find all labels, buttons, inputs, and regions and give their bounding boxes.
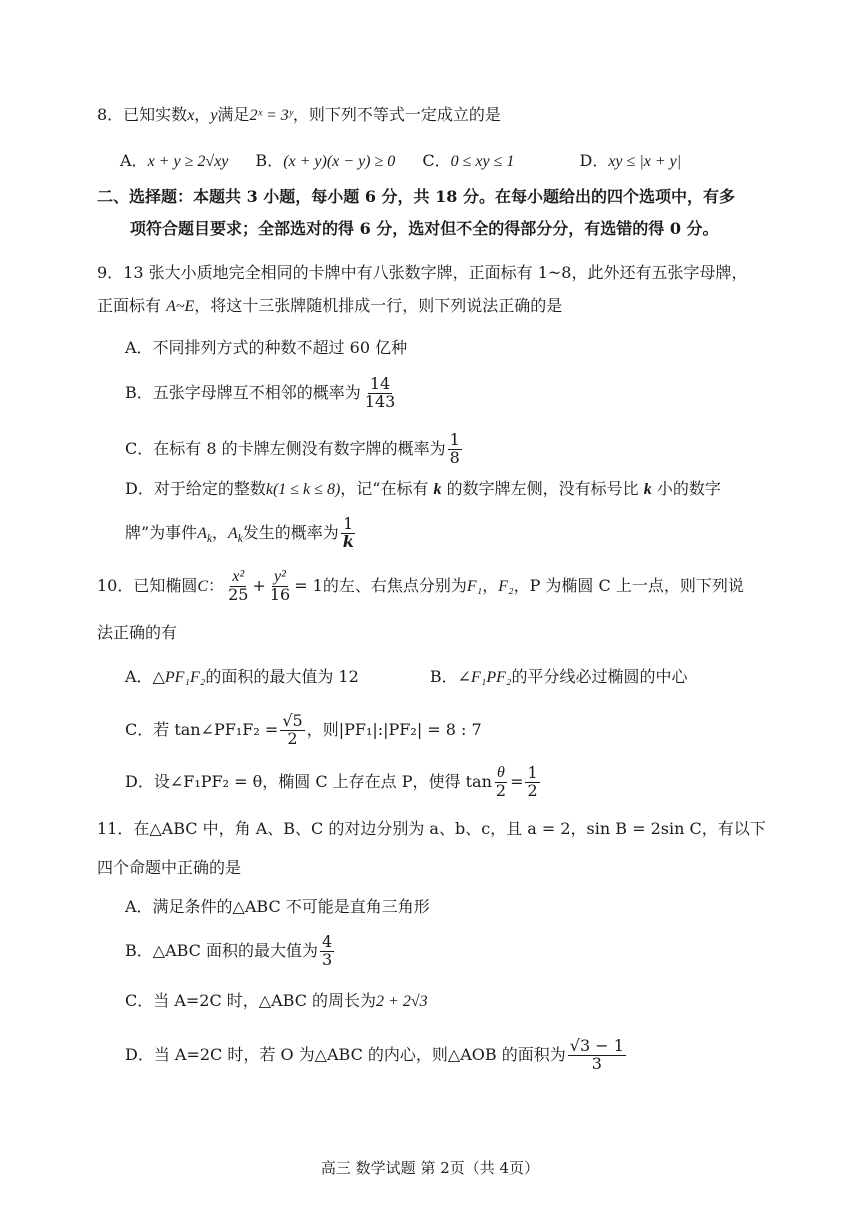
fraction-denominator: 2 — [527, 781, 538, 800]
q9-line2 — [97, 295, 562, 318]
fraction-numerator: 1 — [343, 514, 354, 534]
q9-option-a: A．不同排列方式的种数不超过 60 亿种 — [125, 338, 408, 357]
q9-option-d-text-2a: 牌”为事件 — [125, 523, 198, 542]
q10-line2: 法正确的有 — [97, 623, 178, 642]
q11-option-b-fraction — [320, 934, 334, 969]
page-footer: 高三 数学试题 第 2页（共 4页） — [320, 1159, 540, 1177]
q10-option-c-text-a: C．若 tan∠PF₁F₂ = — [125, 720, 279, 739]
q10-text-b: 的左、右焦点分别为 — [322, 576, 467, 595]
q9-option-d-text-e: 的数字牌左侧，没有标号比 — [441, 479, 644, 498]
q8-stem — [97, 104, 501, 127]
q10-option-c-fraction — [280, 713, 304, 748]
q9-event-a2-subscript: k — [237, 533, 243, 546]
q10-option-d-text-a: D．设∠F₁PF₂ = θ，椭圆 C 上存在点 P，使得 tan — [125, 772, 492, 791]
q10-text-c: ，P 为椭圆 C 上一点，则下列说 — [513, 576, 744, 595]
q8-var-x: x — [187, 107, 195, 124]
q8-comma: ， — [194, 105, 211, 124]
q8-option-d: xy ≤ |x + y| — [608, 153, 682, 170]
q10-option-b-text: 的平分线必过椭圆的中心 — [511, 667, 688, 686]
q8-option-d-label: D． — [579, 151, 609, 170]
q9-event-a2: A — [227, 525, 238, 542]
q9-line2-text-a: 正面标有 — [97, 296, 167, 315]
q8-option-a-label: A． — [120, 151, 148, 170]
q8-option-c: 0 ≤ xy ≤ 1 — [450, 153, 515, 170]
q8-stem-text-a: 8．已知实数 — [97, 105, 188, 124]
q10-option-d-equals: = — [510, 772, 524, 791]
q9-option-d-var-k: k — [433, 481, 442, 498]
q10-option-a-expr: △PF₁F₂ — [152, 669, 206, 686]
q10-plus: + — [252, 576, 266, 595]
fraction-numerator: √5 — [282, 711, 303, 731]
q9-option-b — [125, 370, 399, 416]
q11-option-a: A．满足条件的△ABC 不可能是直角三角形 — [125, 897, 430, 916]
q8-stem-text-b: 满足 — [217, 105, 250, 124]
q9-option-c — [125, 426, 464, 472]
q10-equals: = 1 — [294, 576, 323, 595]
q10-options-ab — [125, 666, 688, 689]
q10-sep: ， — [482, 576, 499, 595]
q9-option-d-fraction — [341, 516, 356, 551]
q9-option-d-text-2e: 发生的概率为 — [242, 523, 339, 542]
fraction-numerator: 1 — [449, 430, 460, 450]
fraction-numerator: 4 — [322, 932, 333, 952]
q9-option-d-var-k2: k — [643, 481, 652, 498]
fraction-numerator: y² — [274, 568, 286, 586]
section2-line2: 项符合题目要求；全部选对的得 6 分，选对但不全的得部分分，有选错的得 0 分。 — [130, 219, 719, 238]
fraction-numerator: 1 — [527, 763, 538, 783]
q8-option-b: (x + y)(x − y) ≥ 0 — [283, 153, 396, 170]
q9-option-d-text-g: 小的数字 — [651, 479, 721, 498]
q8-condition: 2ˣ = 3ʸ — [249, 107, 293, 124]
q10-option-d-fraction-1 — [494, 765, 508, 800]
q10-option-d — [125, 758, 542, 806]
fraction-denominator: 2 — [495, 781, 507, 800]
q10-ellipse-c: C — [197, 578, 209, 595]
q9-line2-text-c: ，将这十三张牌随机排成一行，则下列说法正确的是 — [194, 296, 563, 315]
q8-options — [120, 150, 681, 173]
q11-option-b — [125, 926, 336, 976]
q10-option-d-fraction-2 — [525, 765, 539, 800]
section2-line1: 二、选择题：本题共 3 小题，每小题 6 分，共 18 分。在每小题给出的四个选项中，有多 — [97, 187, 735, 206]
q10-option-a-label: A． — [125, 667, 153, 686]
q10-fraction-x — [226, 569, 250, 604]
q8-option-c-label: C． — [422, 151, 451, 170]
q9-option-d-text-a: D．对于给定的整数 — [125, 479, 266, 498]
fraction-numerator: θ — [497, 764, 505, 782]
q11-option-d — [125, 1030, 628, 1080]
q11-option-d-fraction — [568, 1038, 626, 1073]
q10-line1 — [97, 563, 744, 610]
q10-option-a-text: 的面积的最大值为 12 — [205, 667, 359, 686]
q8-stem-text-c: ，则下列不等式一定成立的是 — [292, 105, 501, 124]
q9-line1: 9．13 张大小质地完全相同的卡牌中有八张数字牌，正面标有 1~8，此外还有五张字母牌， — [97, 263, 748, 282]
q11-option-b-text: B．△ABC 面积的最大值为 — [125, 941, 319, 960]
q9-option-d-comma: ， — [211, 523, 228, 542]
fraction-denominator: 2 — [287, 729, 298, 748]
fraction-denominator: 16 — [269, 585, 291, 604]
q10-option-c-text-b: ，则|PF₁|:|PF₂| = 8 : 7 — [306, 720, 482, 739]
q9-event-a-subscript: k — [206, 533, 212, 546]
q9-option-d-line2 — [125, 510, 358, 562]
q11-option-c-text: C．当 A=2C 时，△ABC 的周长为 — [125, 991, 377, 1010]
q10-focus-f1: F₁ — [466, 578, 483, 595]
q10-option-b-expr: ∠F₁PF₂ — [457, 669, 512, 686]
q10-option-c — [125, 704, 482, 756]
q11-option-c — [125, 990, 428, 1013]
q9-option-d-text-c: ，记“在标有 — [340, 479, 434, 498]
fraction-numerator: 14 — [369, 374, 391, 394]
q10-text-a: 10．已知椭圆 — [97, 576, 198, 595]
fraction-denominator: 8 — [449, 448, 460, 467]
q9-letter-range: A~E — [166, 298, 195, 315]
q9-option-b-text: B．五张字母牌互不相邻的概率为 — [125, 383, 361, 402]
fraction-denominator: 25 — [228, 585, 249, 604]
q10-colon: ： — [208, 576, 225, 595]
q9-option-c-fraction — [448, 432, 462, 467]
q10-option-b-label: B． — [429, 667, 458, 686]
q10-fraction-y — [268, 569, 292, 604]
q8-option-b-label: B． — [255, 151, 284, 170]
q11-option-c-expr: 2 + 2√3 — [376, 993, 428, 1010]
fraction-denominator: 3 — [322, 950, 333, 969]
q9-option-d-line1 — [125, 478, 721, 501]
q8-option-a: x + y ≥ 2√xy — [147, 153, 229, 170]
fraction-numerator: x² — [232, 568, 245, 586]
q9-option-c-text: C．在标有 8 的卡牌左侧没有数字牌的概率为 — [125, 439, 446, 458]
q11-option-d-text: D．当 A=2C 时，若 O 为△ABC 的内心，则△AOB 的面积为 — [125, 1045, 566, 1064]
q11-line1: 11．在△ABC 中，角 A、B、C 的对边分别为 a、b、c，且 a = 2，sin B = 2sin C，有以下 — [97, 819, 766, 838]
q10-focus-f2: F₂ — [498, 578, 514, 595]
fraction-denominator: k — [342, 532, 354, 551]
q9-event-a: A — [197, 525, 207, 542]
fraction-denominator: 143 — [364, 392, 396, 411]
q11-line2: 四个命题中正确的是 — [97, 858, 242, 877]
q9-option-b-fraction — [363, 376, 398, 411]
fraction-denominator: 3 — [591, 1054, 602, 1073]
q9-option-d-range: k(1 ≤ k ≤ 8) — [265, 481, 341, 498]
fraction-numerator: √3 − 1 — [569, 1036, 624, 1056]
q8-var-y: y — [210, 107, 218, 124]
